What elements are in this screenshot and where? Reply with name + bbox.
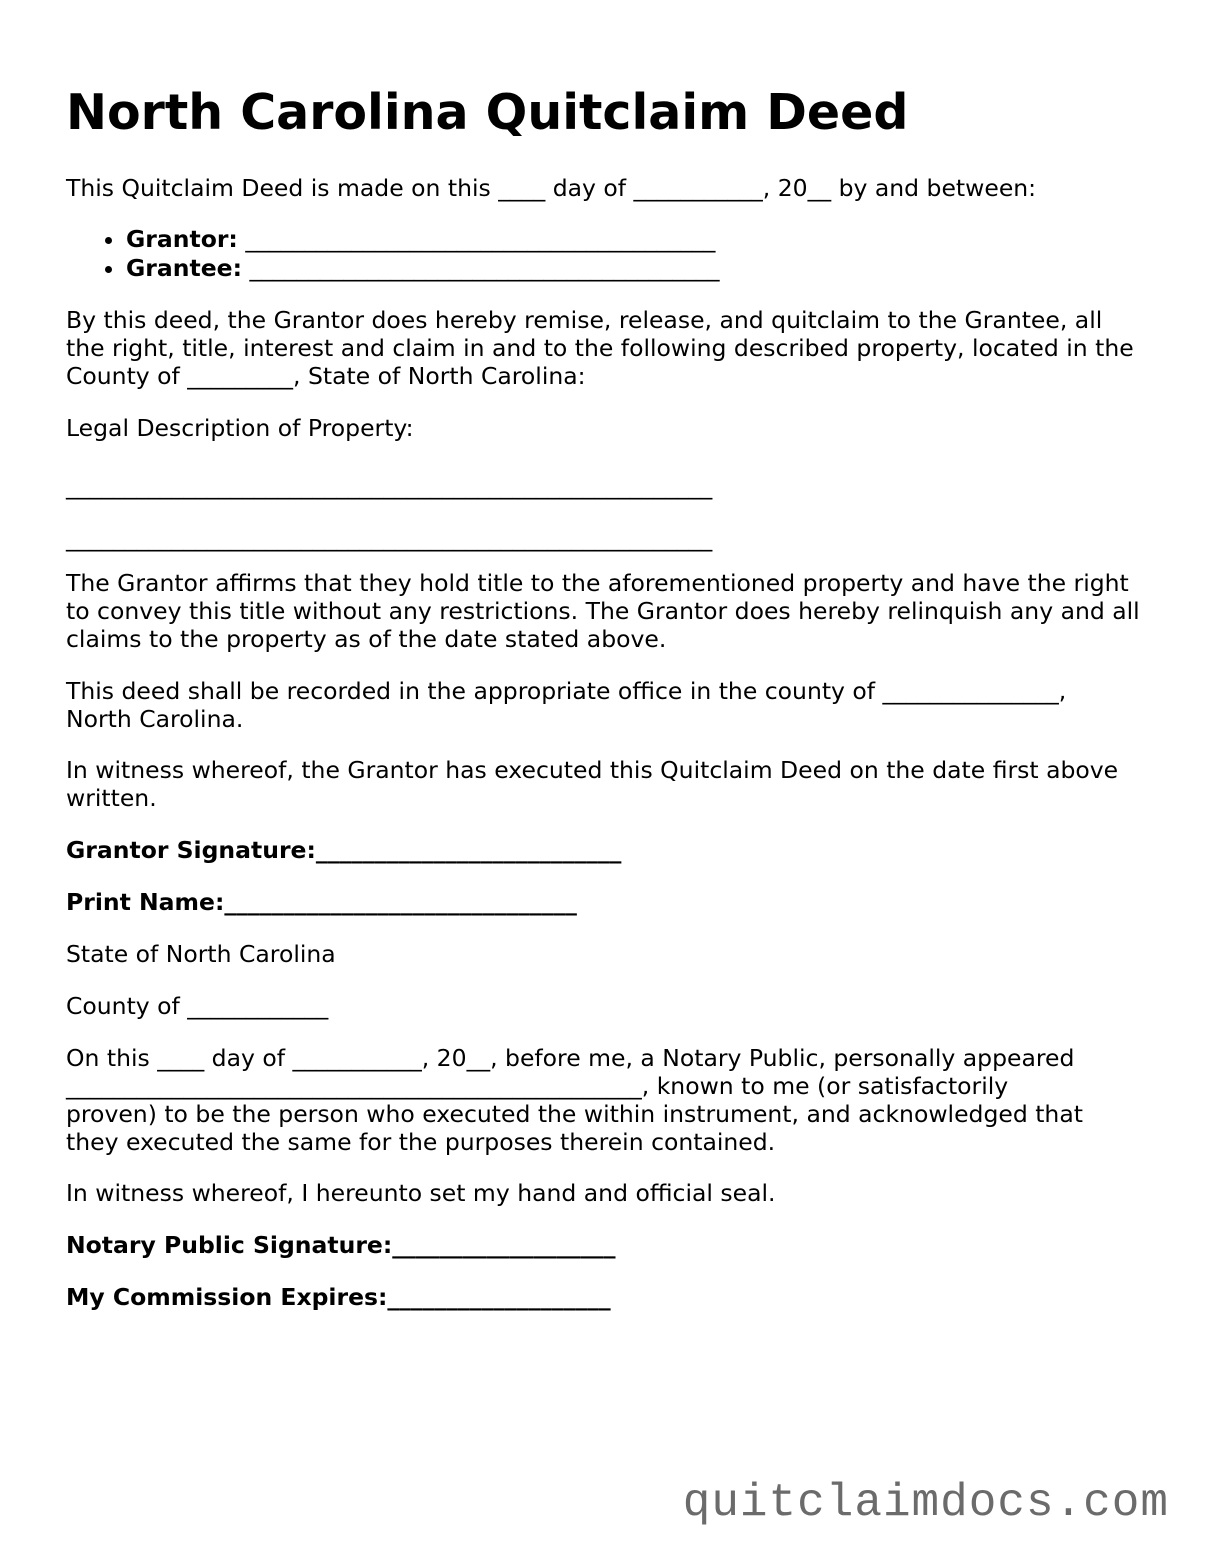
notary-ack-line-4: they executed the same for the purposes therein contained. bbox=[66, 1128, 776, 1156]
print-name-line: Print Name:______________________________ bbox=[66, 888, 577, 916]
conveyance-line-3: County of _________, State of North Carolina: bbox=[66, 362, 586, 390]
legal-description-label: Legal Description of Property: bbox=[66, 414, 414, 442]
legal-description-blank-1: _______________________________________________________ bbox=[66, 472, 713, 500]
grantor-item bbox=[126, 225, 719, 254]
grantor-label: Grantor: bbox=[126, 225, 238, 253]
watermark: quitclaimdocs.com bbox=[682, 1477, 1169, 1529]
conveyance-line-2: the right, title, interest and claim in and to the following described property, located in the bbox=[66, 334, 1134, 362]
notary-ack-line-3: proven) to be the person who executed the within instrument, and acknowledged that bbox=[66, 1100, 1083, 1128]
intro-paragraph: This Quitclaim Deed is made on this ____ day of ___________, 20__ by and between: bbox=[66, 174, 1037, 202]
parties-list bbox=[66, 225, 719, 283]
page-title: North Carolina Quitclaim Deed bbox=[66, 84, 909, 141]
grantee-blank: ________________________________________ bbox=[241, 254, 720, 282]
grantee-label: Grantee: bbox=[126, 254, 242, 282]
recording-line-1: This deed shall be recorded in the appropriate office in the county of _______________, bbox=[66, 677, 1067, 705]
recording-line-2: North Carolina. bbox=[66, 705, 244, 733]
notary-county: County of ____________ bbox=[66, 992, 329, 1020]
notary-ack-line-2: _________________________________________________, known to me (or satisfactorily bbox=[66, 1072, 1009, 1100]
affirmation-line-2: to convey this title without any restrictions. The Grantor does hereby relinquish any and all bbox=[66, 597, 1140, 625]
grantor-signature-line: Grantor Signature:__________________________ bbox=[66, 836, 622, 864]
affirmation-line-3: claims to the property as of the date stated above. bbox=[66, 625, 667, 653]
affirmation-line-1: The Grantor affirms that they hold title to the aforementioned property and have the right bbox=[66, 569, 1129, 597]
grantee-item bbox=[126, 254, 719, 283]
notary-witness: In witness whereof, I hereunto set my hand and official seal. bbox=[66, 1179, 776, 1207]
notary-state: State of North Carolina bbox=[66, 940, 336, 968]
grantor-blank: ________________________________________ bbox=[237, 225, 716, 253]
witness-line-1: In witness whereof, the Grantor has executed this Quitclaim Deed on the date first above bbox=[66, 756, 1119, 784]
legal-description-blank-2: _______________________________________________________ bbox=[66, 524, 713, 552]
notary-ack-line-1: On this ____ day of ___________, 20__, before me, a Notary Public, personally appeared bbox=[66, 1044, 1075, 1072]
commission-expires-line: My Commission Expires:___________________ bbox=[66, 1283, 611, 1311]
witness-line-2: written. bbox=[66, 784, 157, 812]
notary-signature-line: Notary Public Signature:___________________ bbox=[66, 1231, 616, 1259]
conveyance-line-1: By this deed, the Grantor does hereby remise, release, and quitclaim to the Grantee, all bbox=[66, 306, 1103, 334]
